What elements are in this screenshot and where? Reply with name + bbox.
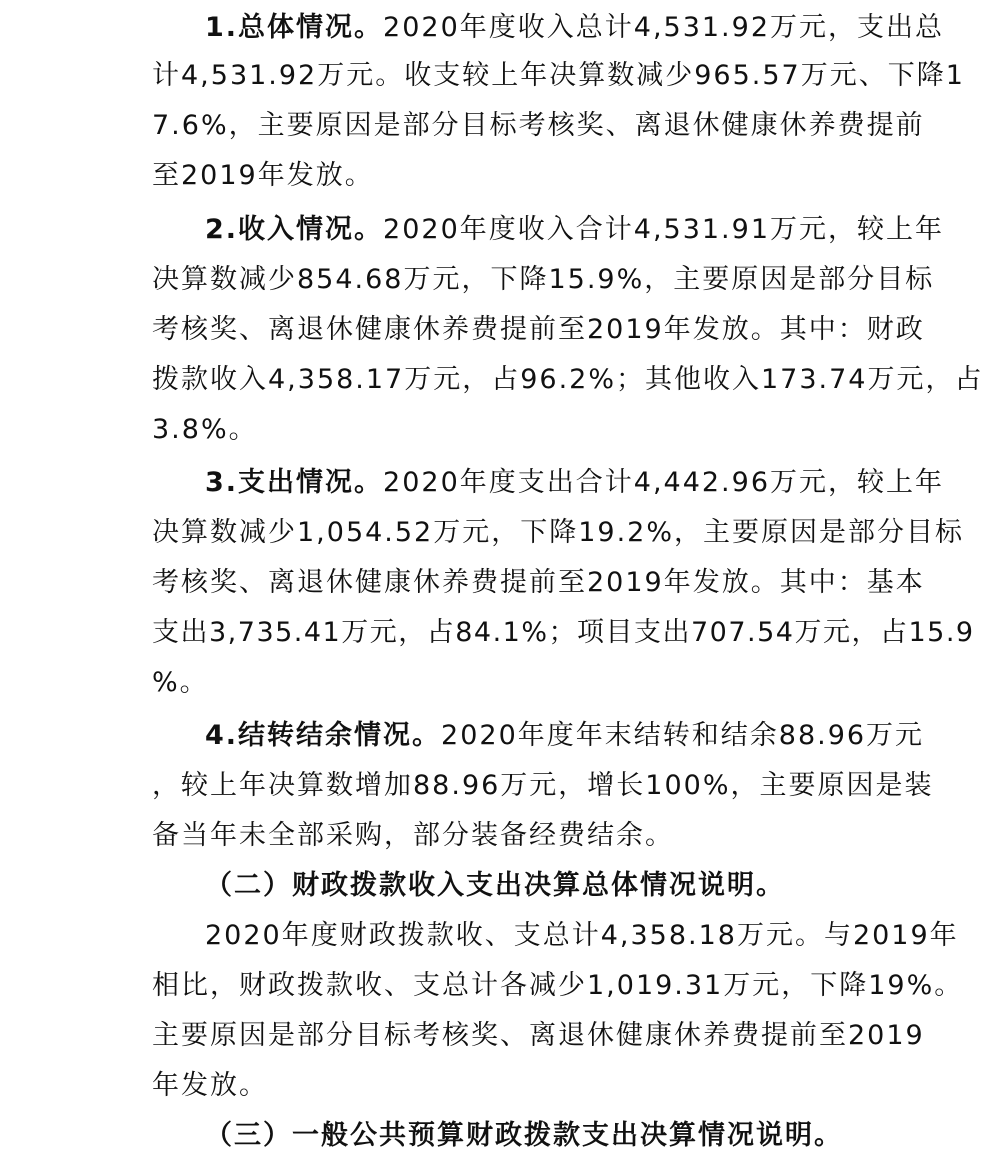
section-fiscal-appropriation-line-2: 相比，财政拨款收、支总计各减少1,019.31万元，下降19%。 (152, 970, 964, 1001)
paragraph-income-line-3: 考核奖、离退休健康休养费提前至2019年发放。其中：财政 (152, 314, 925, 345)
paragraph-overall-line-2: 计4,531.92万元。收支较上年决算数减少965.57万元、下降1 (152, 60, 965, 91)
paragraph-carryover-text: 2020年度年末结转和结余88.96万元 (441, 720, 925, 751)
section-fiscal-appropriation-line-3: 主要原因是部分目标考核奖、离退休健康休养费提前至2019 (152, 1020, 925, 1051)
paragraph-income-line-1 (205, 212, 944, 248)
section-fiscal-appropriation-heading: （二）财政拨款收入支出决算总体情况说明。 (205, 870, 785, 901)
section-fiscal-appropriation-line-4: 年发放。 (152, 1070, 268, 1101)
paragraph-overall-lead: 1.总体情况。 (205, 12, 384, 43)
paragraph-expense-line-1 (205, 465, 944, 501)
section-general-budget-heading: （三）一般公共预算财政拨款支出决算情况说明。 (205, 1120, 843, 1151)
paragraph-income-text: 2020年度收入合计4,531.91万元，较上年 (383, 214, 944, 245)
paragraph-income-line-5: 3.8%。 (152, 414, 258, 445)
paragraph-expense-line-3: 考核奖、离退休健康休养费提前至2019年发放。其中：基本 (152, 567, 925, 598)
paragraph-expense-line-2: 决算数减少1,054.52万元，下降19.2%，主要原因是部分目标 (152, 517, 965, 548)
paragraph-carryover-line-3: 备当年未全部采购，部分装备经费结余。 (152, 820, 674, 851)
paragraph-income-lead: 2.收入情况。 (205, 214, 384, 245)
paragraph-expense-lead: 3.支出情况。 (205, 467, 384, 498)
paragraph-expense-line-4: 支出3,735.41万元，占84.1%；项目支出707.54万元，占15.9 (152, 617, 975, 648)
paragraph-overall-line-3: 7.6%，主要原因是部分目标考核奖、离退休健康休养费提前 (152, 110, 925, 141)
paragraph-expense-line-5: %。 (152, 667, 209, 698)
paragraph-carryover-line-1 (205, 718, 924, 754)
paragraph-overall-text: 2020年度收入总计4,531.92万元，支出总 (383, 12, 944, 43)
paragraph-income-line-4: 拨款收入4,358.17万元，占96.2%；其他收入173.74万元，占 (152, 364, 984, 395)
paragraph-overall-line-4: 至2019年发放。 (152, 160, 374, 191)
paragraph-carryover-lead: 4.结转结余情况。 (205, 720, 442, 751)
paragraph-income-line-2: 决算数减少854.68万元，下降15.9%，主要原因是部分目标 (152, 264, 935, 295)
paragraph-overall-line-1 (205, 10, 944, 46)
paragraph-carryover-line-2: ，较上年决算数增加88.96万元，增长100%，主要原因是装 (152, 770, 934, 801)
section-fiscal-appropriation-line-1: 2020年度财政拨款收、支总计4,358.18万元。与2019年 (205, 920, 959, 951)
paragraph-expense-text: 2020年度支出合计4,442.96万元，较上年 (383, 467, 944, 498)
